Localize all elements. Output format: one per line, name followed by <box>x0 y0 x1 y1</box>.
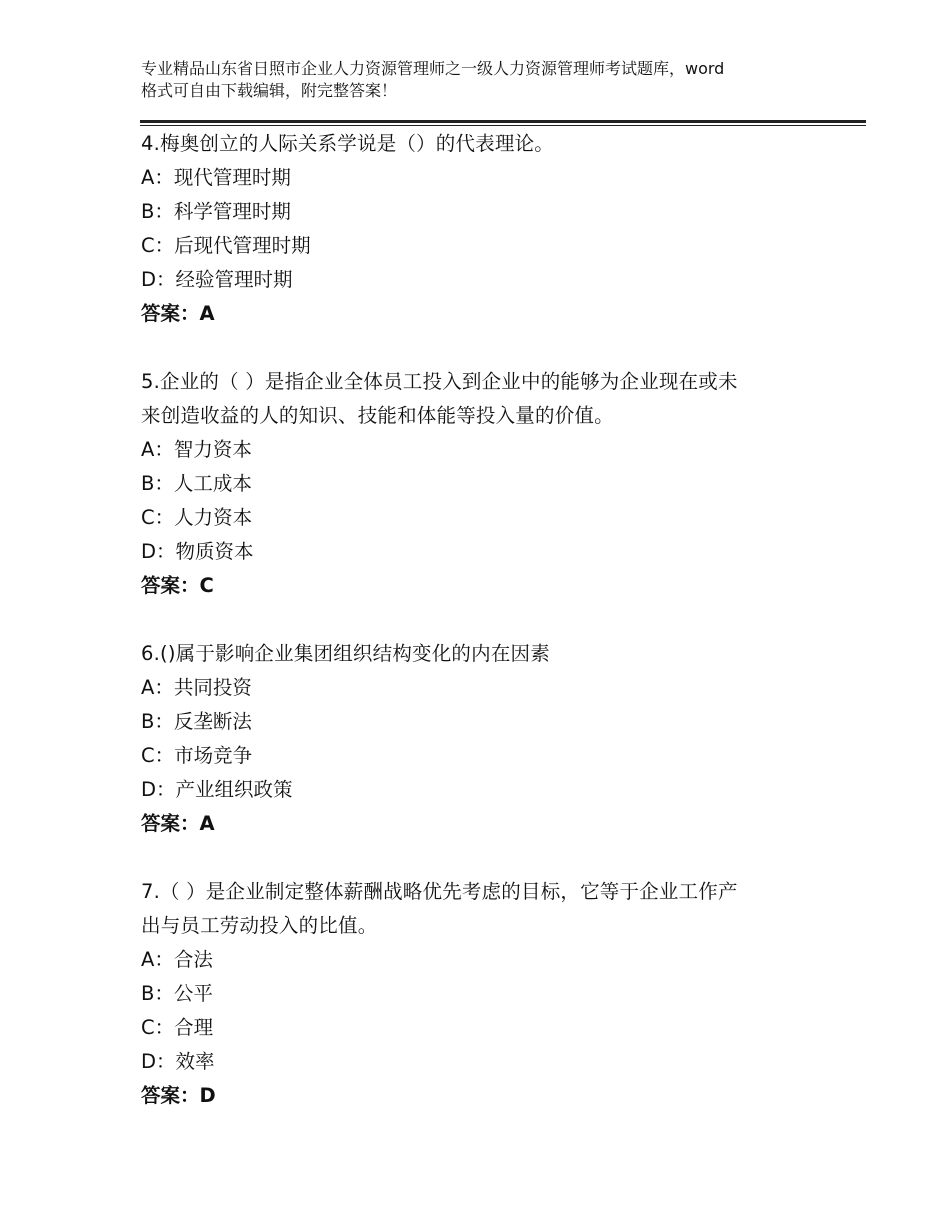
spacer <box>141 841 831 875</box>
answer-label: 答案：D <box>141 1084 216 1107</box>
option-b: B：公平 <box>141 982 213 1005</box>
answer-label: 答案：A <box>141 812 215 835</box>
option-d: D：效率 <box>141 1050 215 1073</box>
question-stem-continued: 来创造收益的人的知识、技能和体能等投入量的价值。 <box>141 404 614 427</box>
option-c: C：合理 <box>141 1016 214 1039</box>
option-d: D：经验管理时期 <box>141 268 293 291</box>
question-list <box>141 127 831 1113</box>
question-stem: 7.（ ）是企业制定整体薪酬战略优先考虑的目标，它等于企业工作产 <box>141 880 738 903</box>
spacer <box>141 331 831 365</box>
option-b: B：科学管理时期 <box>141 200 291 223</box>
header-divider-thin <box>140 125 866 126</box>
option-a: A：合法 <box>141 948 213 971</box>
option-c: C：后现代管理时期 <box>141 234 311 257</box>
header-line-1: 专业精品山东省日照市企业人力资源管理师之一级人力资源管理师考试题库，word <box>141 59 725 78</box>
question-stem-continued: 出与员工劳动投入的比值。 <box>141 914 378 937</box>
document-header <box>141 58 821 102</box>
option-c: C：人力资本 <box>141 506 253 529</box>
answer-label: 答案：C <box>141 574 214 597</box>
question-item <box>141 365 831 603</box>
option-d: D：产业组织政策 <box>141 778 293 801</box>
option-a: A：智力资本 <box>141 438 252 461</box>
spacer <box>141 603 831 637</box>
question-item <box>141 127 831 331</box>
question-item <box>141 637 831 841</box>
answer-label: 答案：A <box>141 302 215 325</box>
question-stem: 5.企业的（ ）是指企业全体员工投入到企业中的能够为企业现在或未 <box>141 370 738 393</box>
header-divider-thick <box>140 120 866 123</box>
option-b: B：人工成本 <box>141 472 252 495</box>
option-a: A：现代管理时期 <box>141 166 291 189</box>
question-stem: 6.()属于影响企业集团组织结构变化的内在因素 <box>141 642 550 665</box>
question-item <box>141 875 831 1113</box>
option-c: C：市场竞争 <box>141 744 253 767</box>
question-stem: 4.梅奥创立的人际关系学说是（）的代表理论。 <box>141 132 555 155</box>
option-a: A：共同投资 <box>141 676 252 699</box>
option-b: B：反垄断法 <box>141 710 252 733</box>
header-line-2: 格式可自由下载编辑，附完整答案！ <box>141 81 398 100</box>
option-d: D：物质资本 <box>141 540 254 563</box>
